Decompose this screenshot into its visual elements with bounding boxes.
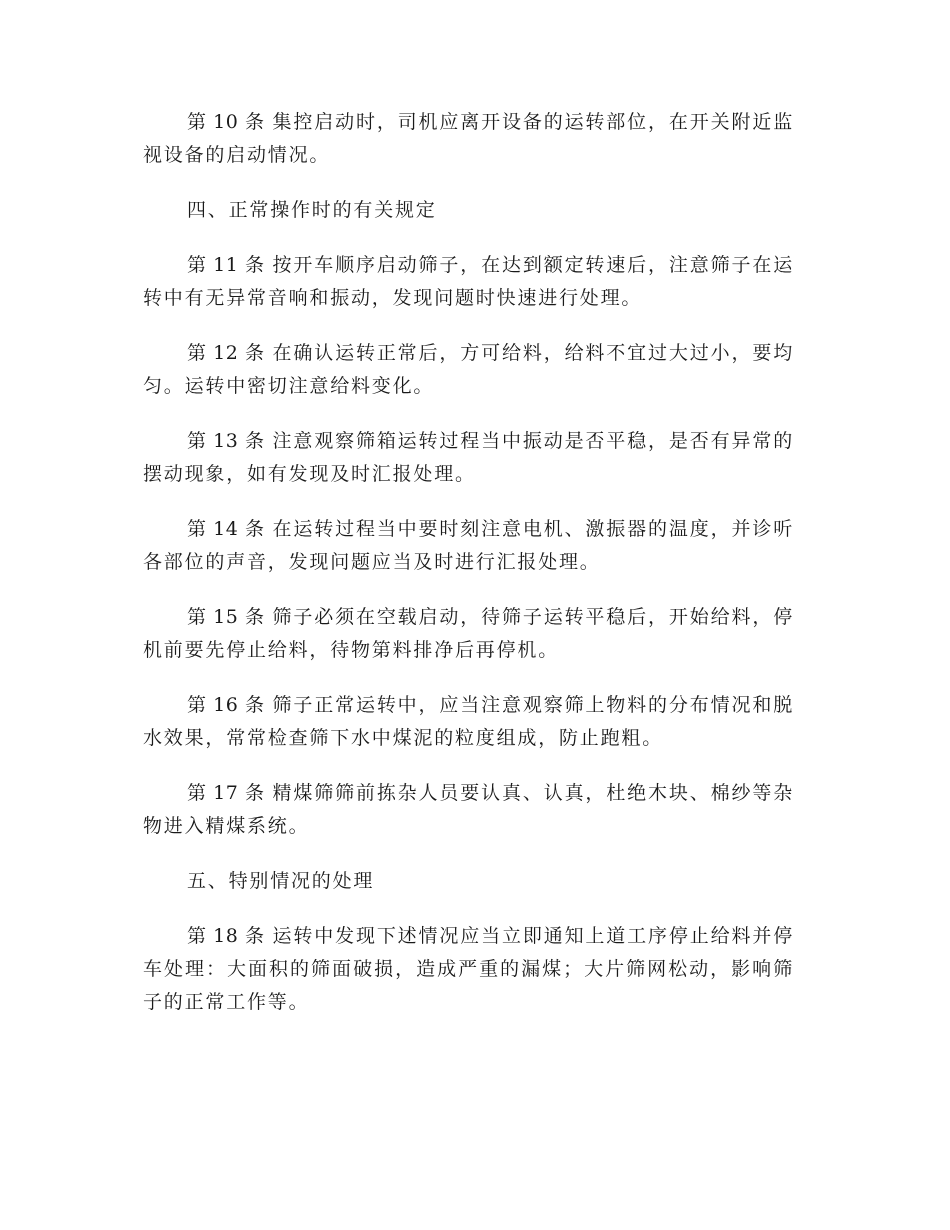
article-11 xyxy=(143,249,794,315)
article-13 xyxy=(143,425,794,491)
article-number: 第 15 条 xyxy=(187,606,265,628)
article-number: 第 16 条 xyxy=(187,694,265,716)
article-text: 运转中发现下述情况应当立即通知上道工序停止给料并停车处理：大面积的筛面破损，造成严重的漏煤；大片筛网松动，影响筛子的正常工作等。 xyxy=(143,925,794,1013)
article-number: 第 11 条 xyxy=(187,254,265,276)
article-number: 第 17 条 xyxy=(187,782,265,804)
document-body xyxy=(143,106,794,1041)
article-15 xyxy=(143,601,794,667)
article-number: 第 14 条 xyxy=(187,518,265,540)
article-text: 注意观察筛箱运转过程当中振动是否平稳，是否有异常的摆动现象，如有发现及时汇报处理。 xyxy=(143,430,794,485)
article-number: 第 13 条 xyxy=(187,430,265,452)
article-text: 按开车顺序启动筛子，在达到额定转速后，注意筛子在运转中有无异常音响和振动，发现问题时快速进行处理。 xyxy=(143,254,794,309)
article-12 xyxy=(143,337,794,403)
article-17 xyxy=(143,777,794,843)
article-text: 筛子正常运转中，应当注意观察筛上物料的分布情况和脱水效果，常常检查筛下水中煤泥的粒度组成，防止跑粗。 xyxy=(143,694,794,749)
article-number: 第 18 条 xyxy=(187,925,265,947)
section-heading-5: 五、特别情况的处理 xyxy=(187,870,375,892)
article-number: 第 10 条 xyxy=(187,111,265,133)
article-text: 集控启动时，司机应离开设备的运转部位，在开关附近监视设备的启动情况。 xyxy=(143,111,794,166)
article-10 xyxy=(143,106,794,172)
article-text: 筛子必须在空载启动，待筛子运转平稳后，开始给料，停机前要先停止给料，待物第料排净后再停机。 xyxy=(143,606,794,661)
section-heading-4: 四、正常操作时的有关规定 xyxy=(187,199,437,221)
article-number: 第 12 条 xyxy=(187,342,265,364)
article-16 xyxy=(143,689,794,755)
article-text: 精煤筛筛前拣杂人员要认真、认真，杜绝木块、棉纱等杂物进入精煤系统。 xyxy=(143,782,794,837)
article-14 xyxy=(143,513,794,579)
article-text: 在运转过程当中要时刻注意电机、激振器的温度，并诊听各部位的声音，发现问题应当及时进行汇报处理。 xyxy=(143,518,794,573)
article-18 xyxy=(143,920,794,1019)
article-text: 在确认运转正常后，方可给料，给料不宜过大过小，要均匀。运转中密切注意给料变化。 xyxy=(143,342,794,397)
